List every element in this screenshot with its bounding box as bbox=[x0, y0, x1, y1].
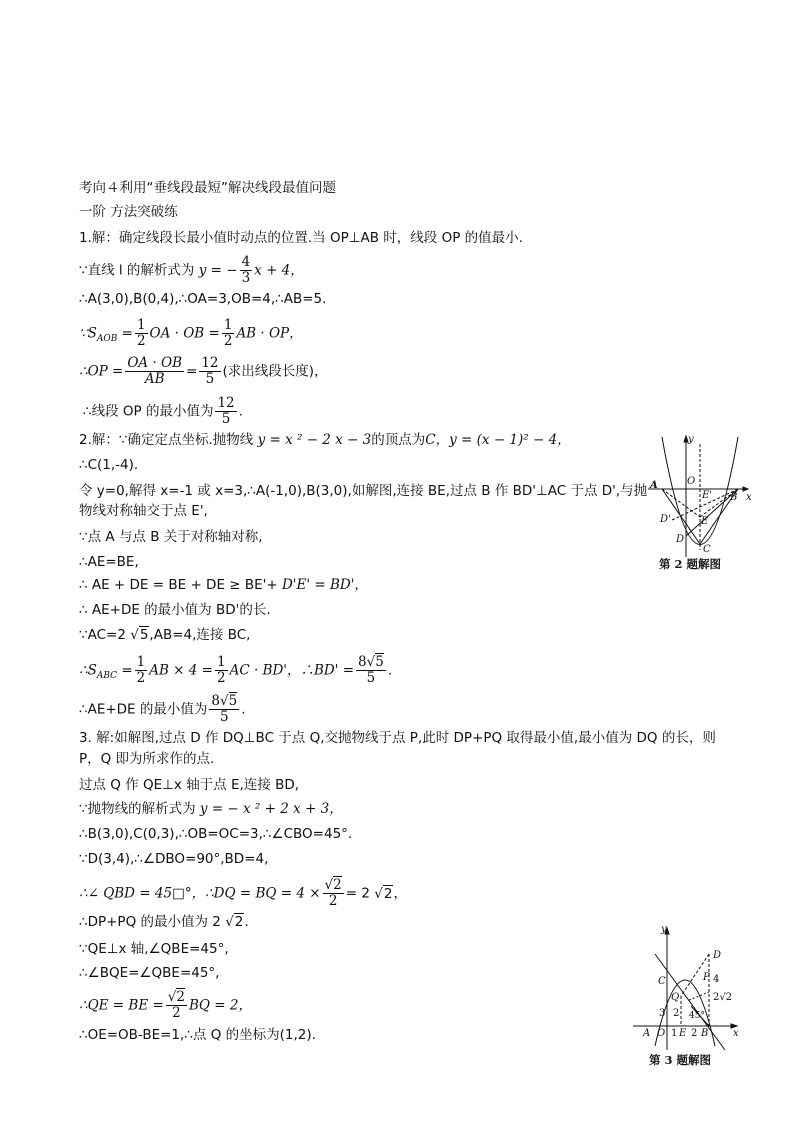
p2-line10: $\therefore S_{ABC}$ = $\frac{1}{2}$ AB × 4 = $\frac{1}{2}$ AC · BD'，∴BD' = $\frac{8√5}{5}$ . bbox=[79, 654, 393, 686]
fig3-label-P: P bbox=[703, 972, 710, 983]
fig2-label-y: y bbox=[688, 434, 694, 445]
fig3-label-x: x bbox=[733, 1028, 739, 1039]
p3-line3: 过点 Q 作 QE⊥x 轴于点 E,连接 BD, bbox=[79, 777, 300, 793]
figure-2-caption: 第 2 题解图 bbox=[659, 557, 722, 571]
figure-3 bbox=[633, 924, 743, 1074]
fig2-label-O: O bbox=[687, 476, 696, 487]
p2-line1: 2.解：∵确定定点坐标.抛物线 y = x ² − 2 x − 3的顶点为C，y = (x − 1)² − 4， bbox=[79, 432, 571, 448]
fig3-label-E: E bbox=[679, 1028, 687, 1039]
page-title: 考向４利用“垂线段最短”解决线段最值问题 bbox=[79, 180, 336, 196]
p2-line4: 物线对称轴交于点 E', bbox=[79, 503, 208, 519]
p2-line7: ∴ AE + DE = BE + DE ≥ BE'+ D'E' = BD'， bbox=[79, 577, 368, 593]
fig2-label-E-prime: E' bbox=[702, 490, 713, 501]
fig3-label-B: B bbox=[701, 1028, 709, 1039]
p2-line5: ∵点 A 与点 B 关于对称轴对称, bbox=[79, 529, 263, 545]
fig3-angle-45: 45° bbox=[689, 1011, 705, 1021]
p2-line2: ∴C(1,-4). bbox=[79, 457, 139, 473]
p1-line5: ∴OP = $\frac{OA \cdot OB}{AB}$ = $\frac{12}{5}$ (求出线段长度)， bbox=[79, 355, 328, 387]
fig3-num-2: 2 bbox=[673, 1008, 680, 1019]
p3-line9: ∵QE⊥x 轴,∠QBE=45°, bbox=[79, 941, 229, 957]
fig2-label-D: D bbox=[676, 534, 685, 545]
fig3-num-4: 4 bbox=[713, 974, 720, 985]
p1-line2-eq-pre: y = − bbox=[198, 262, 238, 279]
p3-line7: ∴∠ QBD = 45□°，∴DQ = BQ = 4 × $\frac{√2}{2}$ = 2 √2， bbox=[79, 877, 407, 909]
fig2-label-E: E bbox=[701, 516, 709, 527]
p3-line10: ∴∠BQE=∠QBE=45°, bbox=[79, 965, 220, 981]
p2-line6: ∴AE=BE, bbox=[79, 554, 139, 570]
p3-line1: 3. 解:如解图,过点 D 作 DQ⊥BC 于点 Q,交抛物线于点 P,此时 DP+PQ 取得最小值,最小值为 DQ 的长，则 bbox=[79, 730, 716, 746]
fig2-label-C: C bbox=[703, 544, 711, 555]
figure-2-diagram bbox=[648, 432, 753, 572]
fig3-label-C: C bbox=[658, 976, 666, 987]
fig3-num-2b: 2 bbox=[691, 1028, 698, 1039]
p3-line6: ∵D(3,4),∴∠DBO=90°,BD=4, bbox=[79, 851, 269, 867]
fig3-num-1: 1 bbox=[671, 1028, 678, 1039]
p2-line3: 令 y=0,解得 x=-1 或 x=3,∴A(-1,0),B(3,0),如解图,连接 BE,过点 B 作 BD'⊥AC 于点 D',与抛 bbox=[79, 483, 648, 499]
fig2-label-x: x bbox=[746, 492, 752, 503]
p3-line12: ∴OE=OB-BE=1,∴点 Q 的坐标为(1,2). bbox=[79, 1027, 316, 1043]
p2-line9: ∵AC=2 √5,AB=4,连接 BC, bbox=[79, 627, 251, 643]
section-heading: 一阶 方法突破练 bbox=[79, 204, 178, 220]
fig3-label-A: A bbox=[643, 1028, 651, 1039]
p3-line8: ∴DP+PQ 的最小值为 2 √2. bbox=[79, 914, 249, 930]
fig3-label-O: O bbox=[657, 1028, 666, 1039]
p3-line11: ∴QE = BE = $\frac{√2}{2}$ BQ = 2， bbox=[79, 989, 252, 1021]
fig2-label-B: B bbox=[730, 492, 738, 503]
fig2-label-A: A bbox=[650, 480, 658, 491]
p3-line5: ∴B(3,0),C(0,3),∴OB=OC=3,∴∠CBO=45°. bbox=[79, 826, 353, 842]
p1-line2-text: ∵直线 l 的解析式为 bbox=[79, 262, 195, 279]
p1-line1: 1.解：确定线段长最小值时动点的位置.当 OP⊥AB 时，线段 OP 的值最小. bbox=[79, 230, 523, 246]
p3-line4: ∵抛物线的解析式为 y = − x ² + 2 x + 3， bbox=[79, 801, 343, 817]
p3-line2: P，Q 即为所求作的点. bbox=[79, 751, 215, 767]
figure-3-diagram bbox=[633, 924, 743, 1054]
figure-2 bbox=[648, 432, 753, 572]
figure-3-caption: 第 3 题解图 bbox=[649, 1053, 712, 1067]
fig3-num-2root2: 2√2 bbox=[713, 992, 733, 1003]
fig2-label-D-prime: D' bbox=[660, 514, 671, 525]
p1-line2-eq-post: x + 4， bbox=[254, 262, 304, 279]
p1-line2-frac: $\frac{4}{3}$ bbox=[241, 254, 251, 286]
fig3-label-y: y bbox=[661, 924, 667, 935]
fig3-num-3: 3 bbox=[659, 1008, 666, 1019]
p2-line11: ∴AE+DE 的最小值为 $\frac{8√5}{5}$ . bbox=[79, 693, 246, 725]
p1-line3: ∴A(3,0),B(0,4),∴OA=3,OB=4,∴AB=5. bbox=[79, 291, 327, 307]
fig3-label-D: D bbox=[713, 950, 722, 961]
fig3-label-Q: Q bbox=[671, 992, 680, 1003]
p2-line8: ∴ AE+DE 的最小值为 BD'的长. bbox=[79, 602, 271, 618]
p1-line4: $\because S_{AOB}$ = $\frac{1}{2}$ OA · OB = $\frac{1}{2}$ AB · OP， bbox=[79, 317, 303, 349]
p1-line6: ∴线段 OP 的最小值为 $\frac{12}{5}$ . bbox=[83, 395, 243, 427]
p1-line2 bbox=[79, 255, 304, 286]
